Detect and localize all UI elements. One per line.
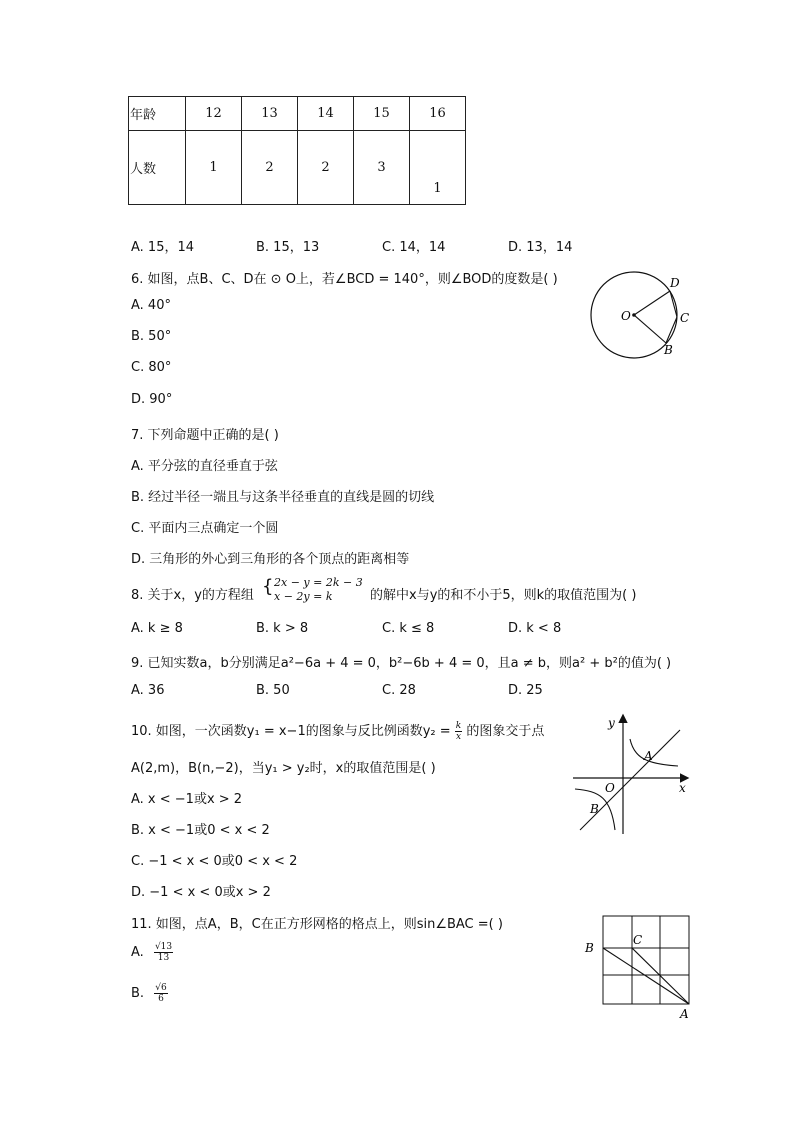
age-cell: 13 (242, 97, 298, 131)
fraction-bottom: 13 (157, 953, 170, 963)
label-d: D (670, 276, 680, 290)
q10-stem-line2: A(2,m)，B(n,−2)，当y₁ > y₂时，x的取值范围是( ) (131, 761, 436, 776)
age-cell: 14 (298, 97, 354, 131)
label-c: C (633, 933, 643, 947)
q9-option-b: B. 50 (256, 683, 290, 698)
q5-option-c: C. 14，14 (382, 240, 446, 255)
fraction-bottom: x (455, 732, 462, 742)
q11-option-b-label: B. (131, 986, 145, 1001)
q10-stem-part1: 10. 如图，一次函数y₁ = x−1的图象与反比例函数y₂ = (131, 724, 451, 739)
q7-stem: 7. 下列命题中正确的是( ) (131, 428, 279, 443)
label-o: O (621, 309, 631, 323)
system-brace: { (262, 576, 274, 597)
q8-option-c: C. k ≤ 8 (382, 621, 435, 636)
q8-stem-part2: 的解中x与y的和不小于5，则k的取值范围为( ) (370, 588, 637, 603)
q11-option-a-label: A. (131, 945, 144, 960)
q11-stem: 11. 如图，点A，B，C在正方形网格的格点上，则sin∠BAC =( ) (131, 917, 503, 932)
table-row (129, 131, 466, 205)
q9-stem: 9. 已知实数a，b分别满足a²−6a + 4 = 0，b²−6b + 4 = 0，且a ≠ b，则a² + b²的值为( ) (131, 656, 672, 671)
fraction-sqrt13-over-13 (154, 942, 173, 963)
q6-stem: 6. 如图，点B、C、D在 ⊙ O上，若∠BCD = 140°，则∠BOD的度数是( ) (131, 272, 558, 287)
age-cell: 15 (354, 97, 410, 131)
segment-ba (603, 948, 689, 1004)
hyperbola-branch-1 (630, 739, 678, 766)
fraction-top: k (455, 721, 462, 731)
fraction-top: √6 (155, 983, 167, 993)
count-row-label: 人数 (129, 131, 186, 205)
q6-option-a: A. 40° (131, 298, 171, 313)
label-x: x (679, 781, 686, 795)
function-graph-figure (570, 712, 695, 837)
circle-figure (585, 270, 695, 360)
label-b: B (590, 802, 599, 816)
fraction-k-over-x (455, 721, 462, 742)
q10-option-b: B. x < −1或0 < x < 2 (131, 823, 270, 838)
q9-option-d: D. 25 (508, 683, 543, 698)
q7-option-a: A. 平分弦的直径垂直于弦 (131, 459, 278, 474)
fraction-bottom: 6 (158, 994, 164, 1004)
count-cell: 1 (186, 131, 242, 205)
fraction-sqrt6-over-6 (154, 983, 167, 1004)
label-y: y (608, 716, 615, 730)
count-cell: 3 (354, 131, 410, 205)
q8-stem-part1: 8. 关于x，y的方程组 (131, 588, 254, 603)
label-a: A (644, 749, 653, 763)
q10-stem-line1 (131, 720, 544, 742)
age-row-label: 年龄 (129, 97, 186, 131)
q8-option-b: B. k > 8 (256, 621, 309, 636)
label-o: O (605, 781, 615, 795)
grid-figure (580, 910, 695, 1020)
label-b: B (585, 941, 594, 955)
count-cell: 2 (242, 131, 298, 205)
q5-option-b: B. 15，13 (256, 240, 320, 255)
q11-option-b (131, 983, 168, 1004)
q7-option-b: B. 经过半径一端且与这条半径垂直的直线是圆的切线 (131, 490, 435, 505)
count-cell: 2 (298, 131, 354, 205)
q10-stem-part2: 的图象交于点 (466, 724, 545, 739)
label-a: A (680, 1007, 689, 1021)
segment-od (634, 291, 670, 315)
table-row (129, 97, 466, 131)
segment-cb (666, 317, 677, 343)
count-cell: 1 (410, 131, 466, 205)
q6-option-d: D. 90° (131, 392, 173, 407)
label-c: C (680, 311, 690, 325)
age-cell: 16 (410, 97, 466, 131)
q5-option-a: A. 15，14 (131, 240, 195, 255)
q7-option-c: C. 平面内三点确定一个圆 (131, 521, 279, 536)
q5-option-d: D. 13，14 (508, 240, 573, 255)
fraction-top: √13 (154, 942, 173, 952)
segment-ob (634, 315, 666, 343)
q6-option-b: B. 50° (131, 329, 172, 344)
q7-option-d: D. 三角形的外心到三角形的各个顶点的距离相等 (131, 552, 410, 567)
label-b: B (664, 343, 673, 357)
q6-option-c: C. 80° (131, 360, 172, 375)
q10-option-c: C. −1 < x < 0或0 < x < 2 (131, 854, 298, 869)
q9-option-c: C. 28 (382, 683, 416, 698)
q8-option-a: A. k ≥ 8 (131, 621, 183, 636)
q9-option-a: A. 36 (131, 683, 165, 698)
q8-equation-2: x − 2y = k (274, 590, 333, 603)
q10-option-a: A. x < −1或x > 2 (131, 792, 243, 807)
q8-equation-1: 2x − y = 2k − 3 (274, 576, 363, 589)
q10-option-d: D. −1 < x < 0或x > 2 (131, 885, 271, 900)
q8-option-d: D. k < 8 (508, 621, 562, 636)
q11-option-a (131, 942, 173, 963)
age-count-table (128, 96, 466, 205)
age-cell: 12 (186, 97, 242, 131)
